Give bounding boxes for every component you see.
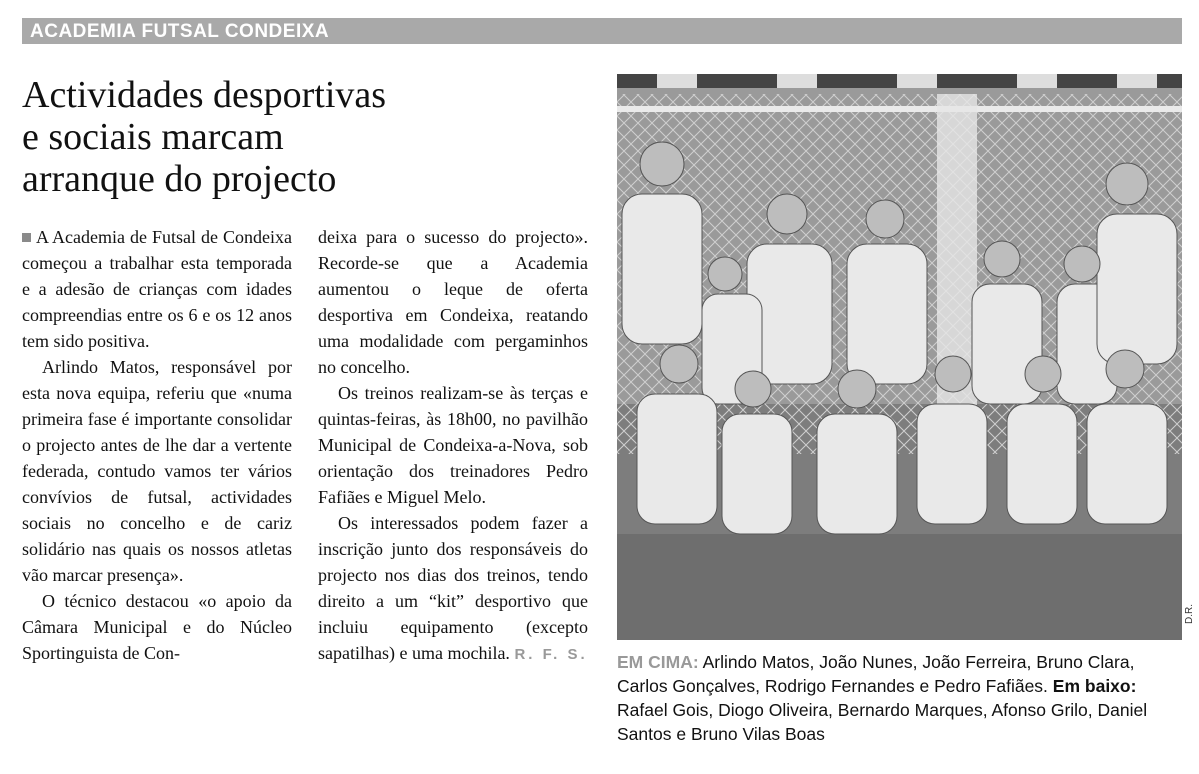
article-paragraph: A Academia de Futsal de Condeixa começou a trabalhar esta temporada e a adesão de crianças com idades compreendias entre os 6 e os 12 anos tem sido positiva. [22, 227, 292, 351]
headline-line-3: arranque do projecto [22, 158, 337, 200]
caption-bottom-names: Rafael Gois, Diogo Oliveira, Bernardo Marques, Afonso Grilo, Daniel Santos e Bruno Vilas Boas [617, 700, 1148, 744]
article-paragraph: Os interessados podem fazer a inscrição junto dos responsáveis do projecto nos dias dos treinos, tendo direito a um “kit” desportivo que incluiu equipamento (excepto sapatilhas) e uma mochila. R. F. S. [318, 513, 588, 663]
photo-caption [617, 650, 1182, 746]
article-paragraph: Os treinos realizam-se às terças e quintas-feiras, às 18h00, no pavilhão Municipal de Condeixa-a-Nova, sob orientação dos treinadores Pedro Fafiães e Miguel Melo. [318, 383, 588, 507]
caption-top-names: Arlindo Matos, João Nunes, João Ferreira, Bruno Clara, Carlos Gonçalves, Rodrigo Fernandes e Pedro Fafiães. [617, 652, 1135, 696]
headline-line-2: e sociais marcam [22, 116, 284, 158]
article-column-1 [22, 224, 292, 666]
author-signature: R. F. S. [514, 646, 588, 663]
section-header [22, 18, 1182, 44]
photo-credit: D.R. [1184, 604, 1195, 624]
caption-sub-label: Em baixo: [1052, 676, 1137, 696]
section-label: ACADEMIA FUTSAL CONDEIXA [30, 21, 330, 42]
caption-lead: EM CIMA: [617, 652, 699, 672]
headline [22, 74, 472, 200]
article-paragraph: O técnico destacou «o apoio da Câmara Municipal e do Núcleo Sportinguista de Con- [22, 591, 292, 663]
article-paragraph: deixa para o sucesso do projecto». Recorde-se que a Academia aumentou o leque de oferta desportiva em Condeixa, reatando uma modalidade com pergaminhos no concelho. [318, 227, 588, 377]
bullet-square-icon [22, 233, 31, 242]
article-paragraph: Arlindo Matos, responsável por esta nova equipa, referiu que «numa primeira fase é importante consolidar o projecto antes de lhe dar a vertente federada, contudo vamos ter vários convívios de futsal, actividades sociais no concelho e de cariz solidário nas quais os nossos atletas vão marcar presença». [22, 357, 292, 585]
article-column-2 [318, 224, 588, 668]
headline-line-1: Actividades desportivas [22, 74, 387, 116]
team-photo [617, 74, 1182, 640]
